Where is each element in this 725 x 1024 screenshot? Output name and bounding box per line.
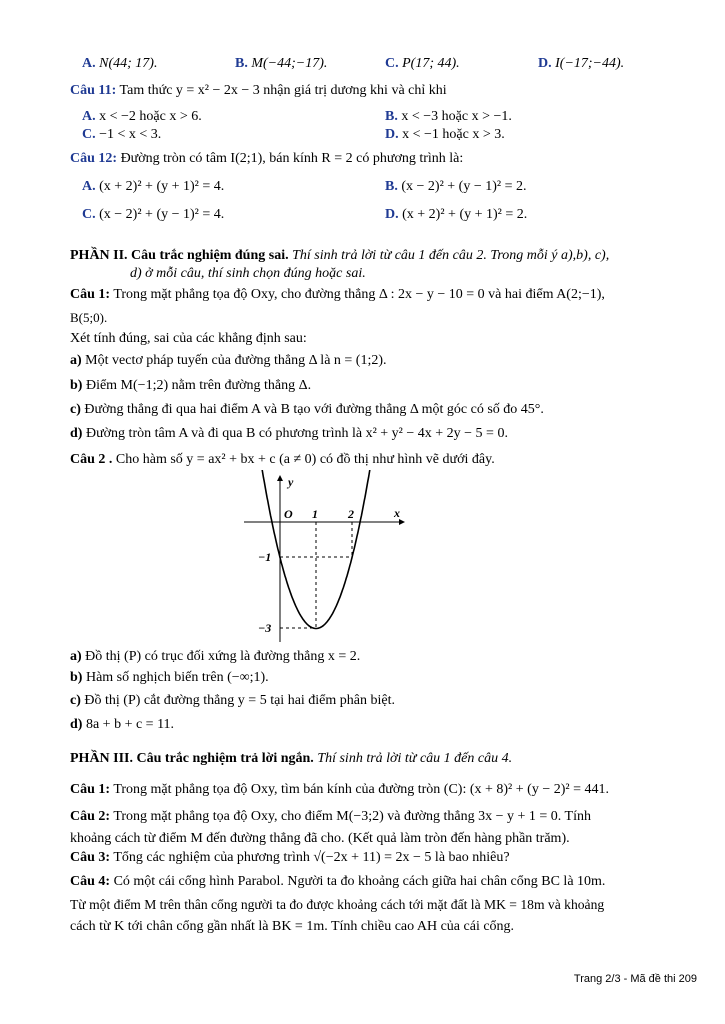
q10-c-label: C. [385, 56, 399, 71]
p2-q2-c: c) Đồ thị (P) cắt đường thẳng y = 5 tại hai điểm phân biệt. [70, 693, 395, 708]
p3-q3: Câu 3: Tổng các nghiệm của phương trình √(−2x + 11) = 2x − 5 là bao nhiêu? [70, 850, 510, 865]
q12-c-text: (x − 2)² + (y − 1)² = 4. [99, 207, 225, 222]
p2-q1-a: a) Một vectơ pháp tuyến của đường thẳng Δ là n = (1;2). [70, 353, 387, 368]
p2-q1-prompt: Xét tính đúng, sai của các khẳng định sau: [70, 331, 307, 346]
q11-text: Tam thức y = x² − 2x − 3 nhận giá trị dương khi và chỉ khi [119, 83, 447, 98]
q11-a-label: A. [82, 109, 96, 124]
q12-options-row2 [70, 206, 695, 226]
parabola-curve [261, 470, 370, 629]
p2-q2-d: d) 8a + b + c = 11. [70, 717, 175, 732]
tick-y1: −1 [258, 550, 272, 564]
tick-x2: 2 [348, 507, 354, 521]
q12-a-text: (x + 2)² + (y + 1)² = 4. [99, 179, 225, 194]
q12-d-text: (x + 2)² + (y + 1)² = 2. [402, 207, 528, 222]
q12-label: Câu 12: [70, 151, 118, 166]
q11-b-label: B. [385, 109, 398, 124]
q12-a-label: A. [82, 179, 96, 194]
p2-q1-d: d) Đường tròn tâm A và đi qua B có phương trình là x² + y² − 4x + 2y − 5 = 0. [70, 426, 508, 441]
q11-d-text: x < −1 hoặc x > 3. [402, 127, 505, 142]
x-axis-label: x [394, 506, 400, 520]
p3-q2-line2: khoảng cách từ điểm M đến đường thẳng đã cho. (Kết quả làm tròn đến hàng phần trăm). [70, 831, 570, 846]
p2-q2-label: Câu 2 . [70, 452, 113, 467]
q11-d-label: D. [385, 127, 399, 142]
p2-q2-b: b) Hàm số nghịch biến trên (−∞;1). [70, 670, 269, 685]
q10-b-text: M(−44;−17). [251, 56, 328, 71]
tick-y3: −3 [258, 621, 272, 635]
parabola-graph [238, 470, 418, 645]
p2-q2-a: a) Đồ thị (P) có trục đối xứng là đường thẳng x = 2. [70, 649, 361, 664]
q12-c-label: C. [82, 207, 96, 222]
p3-q2-line1: Câu 2: Trong mặt phẳng tọa độ Oxy, cho điểm M(−3;2) và đường thẳng 3x − y + 1 = 0. Tính [70, 809, 591, 824]
part2-instr1: Thí sinh trả lời từ câu 1 đến câu 2. Trong mỗi ý a),b), c), [292, 248, 610, 263]
q11-label: Câu 11: [70, 83, 117, 98]
q10-d-label: D. [538, 56, 552, 71]
q12-d-label: D. [385, 207, 399, 222]
p2-q2-stem [70, 451, 695, 469]
q12-stem [70, 150, 695, 168]
p3-q4-line1: Câu 4: Có một cái cổng hình Parabol. Người ta đo khoảng cách giữa hai chân cổng BC là 10m. [70, 874, 606, 889]
p2-q1-stem [70, 286, 695, 304]
part2-heading [70, 247, 695, 265]
q11-b-text: x < −3 hoặc x > −1. [401, 109, 512, 124]
part3-title: PHẦN III. Câu trắc nghiệm trả lời ngắn. [70, 751, 314, 766]
p2-q2-text: Cho hàm số y = ax² + bx + c (a ≠ 0) có đồ thị như hình vẽ dưới đây. [115, 452, 495, 467]
page-footer: Trang 2/3 - Mã đề thi 209 [573, 973, 697, 985]
q11-stem [70, 82, 695, 100]
p3-q4-line2: Từ một điểm M trên thân cổng người ta đo được khoảng cách tới mặt đất là MK = 18m và khoảng [70, 897, 605, 912]
q12-text: Đường tròn có tâm I(2;1), bán kính R = 2 có phương trình là: [120, 151, 464, 166]
q10-a-label: A. [82, 56, 96, 71]
q11-c-text: −1 < x < 3. [99, 127, 162, 142]
q12-b-label: B. [385, 179, 398, 194]
y-axis-label: y [288, 475, 294, 489]
q11-c-label: C. [82, 127, 96, 142]
q11-a-text: x < −2 hoặc x > 6. [99, 109, 202, 124]
part3-heading [70, 750, 695, 768]
p3-q4-line3: cách từ K tới chân cổng gần nhất là BK = 1m. Tính chiều cao AH của cái cổng. [70, 919, 515, 934]
q11-options [70, 108, 695, 148]
p2-q1-b: b) Điểm M(−1;2) nằm trên đường thẳng Δ. [70, 378, 312, 393]
q10-c-text: P(17; 44). [402, 56, 460, 71]
p2-q1-c: c) Đường thẳng đi qua hai điểm A và B tạo với đường thẳng Δ một góc có số đo 45°. [70, 402, 544, 417]
tick-x1: 1 [312, 507, 318, 521]
q12-b-text: (x − 2)² + (y − 1)² = 2. [401, 179, 527, 194]
p2-q1-label: Câu 1: [70, 287, 111, 302]
p2-q1-line2: B(5;0). [70, 310, 108, 325]
q10-d-text: I(−17;−44). [555, 56, 625, 71]
part3-instr: Thí sinh trả lời từ câu 1 đến câu 4. [317, 751, 513, 766]
p3-q1: Câu 1: Trong mặt phẳng tọa độ Oxy, tìm bán kính của đường tròn (C): (x + 8)² + (y − 2)² = 441. [70, 782, 609, 797]
origin-label: O [284, 507, 293, 521]
q10-a-text: N(44; 17). [99, 56, 158, 71]
part2-instr2: d) ở mỗi câu, thí sinh chọn đúng hoặc sai. [130, 266, 366, 281]
q12-options-row1 [70, 178, 695, 198]
q10-b-label: B. [235, 56, 248, 71]
p2-q1-line1: Trong mặt phẳng tọa độ Oxy, cho đường thẳng Δ : 2x − y − 10 = 0 và hai điểm A(2;−1), [113, 287, 605, 302]
part2-title: PHẦN II. Câu trắc nghiệm đúng sai. [70, 248, 289, 263]
q10-options [70, 55, 695, 75]
